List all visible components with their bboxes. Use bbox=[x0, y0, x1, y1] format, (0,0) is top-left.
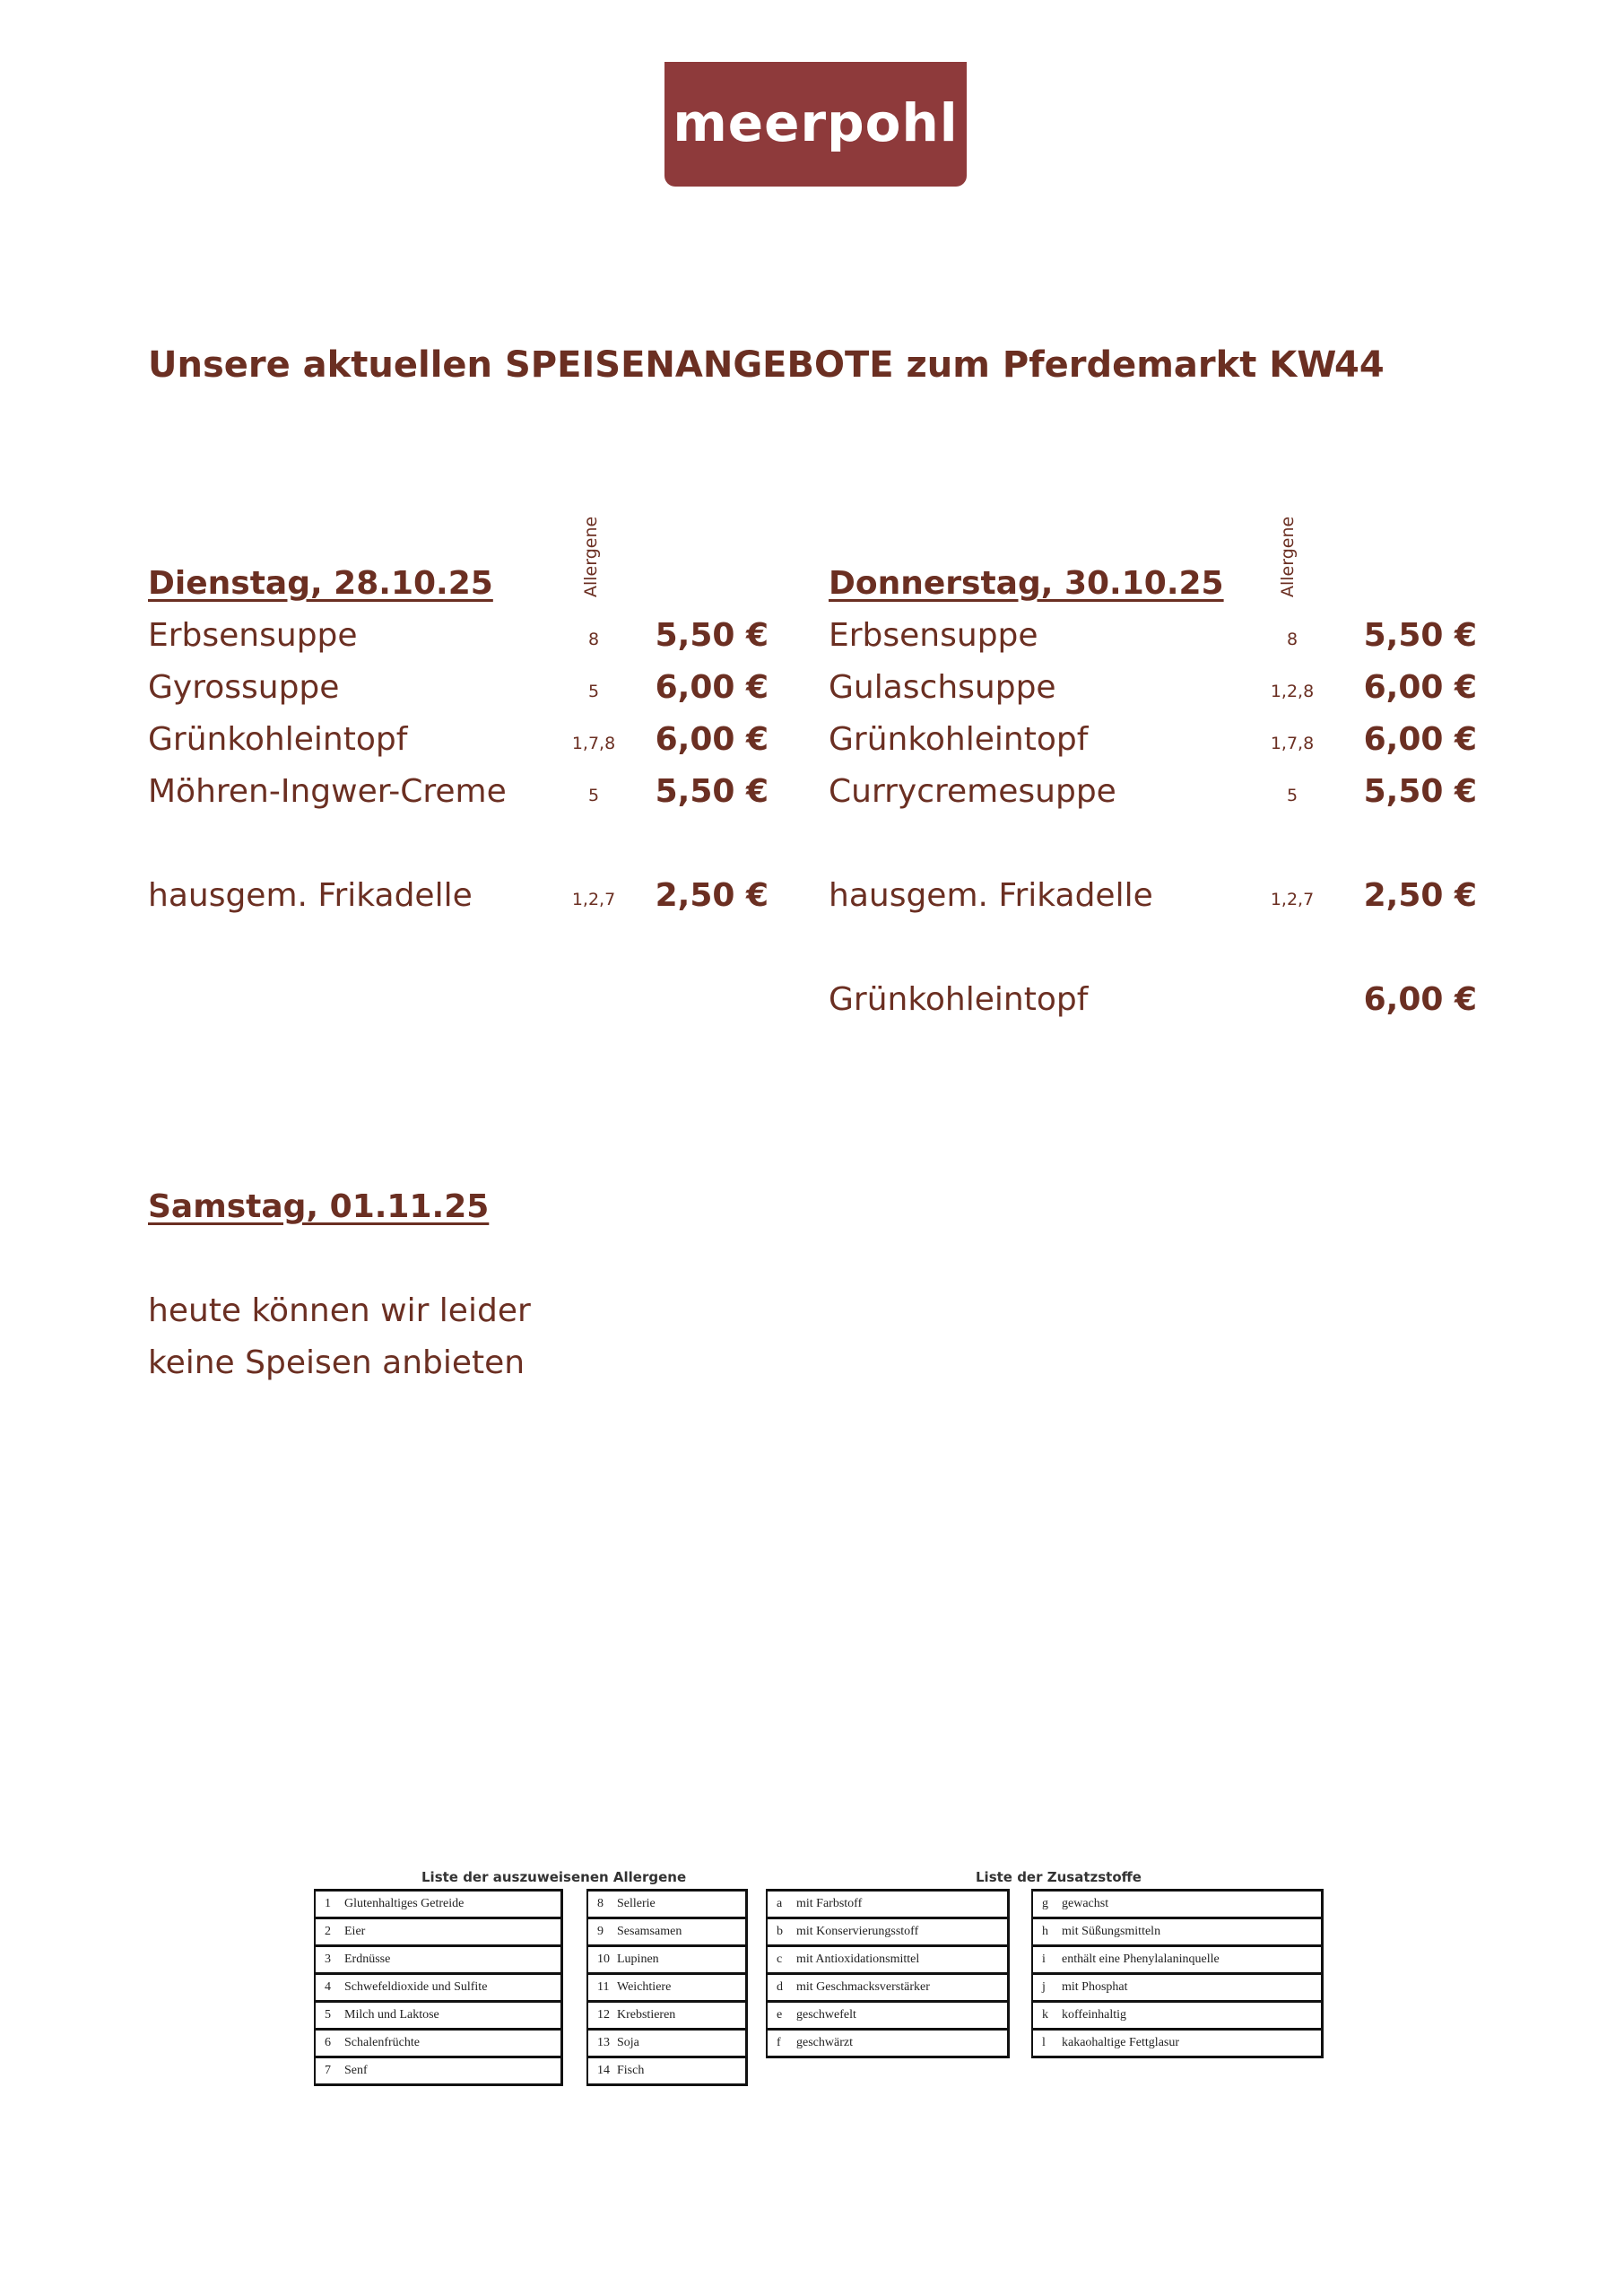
legend-key: 8 bbox=[597, 1897, 604, 1910]
legend-row bbox=[767, 1918, 1009, 1946]
legend-key: 11 bbox=[597, 1980, 610, 1994]
additives-legend-table-1 bbox=[766, 1889, 1010, 2058]
legend-value: Erdnüsse bbox=[344, 1952, 391, 1966]
item-allergens: 1,2,7 bbox=[1270, 890, 1315, 909]
legend-value: Glutenhaltiges Getreide bbox=[344, 1897, 465, 1910]
legend-key: 1 bbox=[325, 1897, 331, 1910]
item-allergens: 5 bbox=[1286, 786, 1298, 805]
legend-value: Weichtiere bbox=[617, 1980, 672, 1994]
page-title: Unsere aktuellen SPEISENANGEBOTE zum Pferdemarkt KW bbox=[148, 344, 1337, 386]
legend-key: 13 bbox=[597, 2036, 610, 2049]
legend-key: 9 bbox=[597, 1925, 604, 1938]
legend-value: koffeinhaltig bbox=[1062, 2008, 1127, 2022]
meerpohl-logo bbox=[664, 62, 967, 187]
legend-value: Senf bbox=[344, 2064, 368, 2077]
legend-row bbox=[1032, 1974, 1323, 2002]
legend-key: 7 bbox=[325, 2064, 331, 2077]
legend-value: geschwefelt bbox=[796, 2008, 856, 2022]
legend-key: 4 bbox=[325, 1980, 331, 1994]
legend-row bbox=[587, 1946, 747, 1974]
item-allergens: 8 bbox=[587, 630, 600, 649]
legend-key: 2 bbox=[325, 1925, 331, 1938]
closed-note-line: keine Speisen anbieten bbox=[148, 1344, 525, 1381]
item-allergens: 8 bbox=[1286, 630, 1298, 649]
item-name: Currycremesuppe bbox=[829, 773, 1116, 810]
legend-row bbox=[767, 1946, 1009, 1974]
day-heading-tuesday: Dienstag, 28.10.25 bbox=[148, 565, 493, 602]
legend-value: Milch und Laktose bbox=[344, 2008, 439, 2022]
legend-row bbox=[767, 2002, 1009, 2030]
logo-text: meerpohl bbox=[673, 91, 959, 153]
legend-key: 12 bbox=[597, 2008, 610, 2022]
legend-key: f bbox=[777, 2036, 781, 2049]
legend-row bbox=[315, 1946, 562, 1974]
legend-row bbox=[315, 1891, 562, 1918]
item-name: Möhren-Ingwer-Creme bbox=[148, 773, 507, 810]
legend-row bbox=[1032, 1891, 1323, 1918]
item-price: 5,50 € bbox=[655, 617, 769, 654]
legend-row bbox=[315, 2030, 562, 2057]
legend-row bbox=[1032, 1946, 1323, 1974]
legend-key: e bbox=[777, 2008, 783, 2022]
item-name: Grünkohleintopf bbox=[829, 981, 1089, 1018]
item-price: 6,00 € bbox=[655, 721, 769, 758]
legend-row bbox=[315, 2057, 562, 2085]
legend-key: j bbox=[1042, 1980, 1046, 1994]
legend-value: Krebstieren bbox=[617, 2008, 676, 2022]
legend-key: h bbox=[1042, 1925, 1048, 1938]
legend-row bbox=[767, 1891, 1009, 1918]
legend-row bbox=[767, 1974, 1009, 2002]
legend-row bbox=[587, 1891, 747, 1918]
allergen-legend-table-2 bbox=[586, 1889, 748, 2086]
legend-key: 3 bbox=[325, 1952, 331, 1966]
allergen-column-header: Allergene bbox=[1278, 516, 1298, 597]
legend-value: Soja bbox=[617, 2036, 639, 2049]
legend-key: d bbox=[777, 1980, 783, 1994]
legend-row bbox=[587, 2057, 747, 2085]
legend-row bbox=[587, 2002, 747, 2030]
legend-value: gewachst bbox=[1062, 1897, 1109, 1910]
day-heading-saturday: Samstag, 01.11.25 bbox=[148, 1188, 490, 1225]
item-price: 6,00 € bbox=[655, 669, 769, 706]
item-price: 6,00 € bbox=[1363, 981, 1477, 1018]
legend-value: Schalenfrüchte bbox=[344, 2036, 420, 2049]
item-name: Grünkohleintopf bbox=[829, 721, 1089, 758]
allergen-legend-table-1 bbox=[314, 1889, 563, 2086]
item-price: 2,50 € bbox=[1363, 877, 1477, 914]
legend-value: Eier bbox=[344, 1925, 366, 1938]
item-name: Erbsensuppe bbox=[829, 617, 1038, 654]
legend-row bbox=[767, 2030, 1009, 2057]
item-allergens: 1,2,7 bbox=[571, 890, 616, 909]
legend-row bbox=[1032, 1918, 1323, 1946]
item-name: Erbsensuppe bbox=[148, 617, 358, 654]
legend-value: geschwärzt bbox=[796, 2036, 853, 2049]
legend-value: Lupinen bbox=[617, 1952, 659, 1966]
legend-value: enthält eine Phenylalaninquelle bbox=[1062, 1952, 1220, 1966]
item-allergens: 1,7,8 bbox=[571, 734, 616, 753]
legend-key: b bbox=[777, 1925, 783, 1938]
item-name: hausgem. Frikadelle bbox=[148, 877, 473, 914]
item-allergens: 1,2,8 bbox=[1270, 682, 1315, 701]
legend-row bbox=[315, 1918, 562, 1946]
day-heading-thursday: Donnerstag, 30.10.25 bbox=[829, 565, 1224, 602]
item-name: hausgem. Frikadelle bbox=[829, 877, 1153, 914]
legend-value: Schwefeldioxide und Sulfite bbox=[344, 1980, 488, 1994]
legend-value: Fisch bbox=[617, 2064, 645, 2077]
legend-value: mit Geschmacksverstärker bbox=[796, 1980, 930, 1994]
legend-key: k bbox=[1042, 2008, 1048, 2022]
legend-key: g bbox=[1042, 1897, 1048, 1910]
legend-row bbox=[315, 1974, 562, 2002]
legend-key: c bbox=[777, 1952, 783, 1966]
legend-key: i bbox=[1042, 1952, 1046, 1966]
legend-row bbox=[1032, 2002, 1323, 2030]
legend-value: mit Süßungsmitteln bbox=[1062, 1925, 1161, 1938]
legend-row bbox=[587, 1918, 747, 1946]
additives-legend-table-2 bbox=[1031, 1889, 1324, 2058]
item-price: 6,00 € bbox=[1363, 721, 1477, 758]
week-number: 44 bbox=[1334, 344, 1385, 386]
item-allergens: 5 bbox=[587, 682, 600, 701]
item-price: 5,50 € bbox=[1363, 617, 1477, 654]
item-price: 6,00 € bbox=[1363, 669, 1477, 706]
legend-value: mit Farbstoff bbox=[796, 1897, 863, 1910]
legend-key: 6 bbox=[325, 2036, 331, 2049]
legend-key: 14 bbox=[597, 2064, 610, 2077]
legend-row bbox=[315, 2002, 562, 2030]
item-allergens: 1,7,8 bbox=[1270, 734, 1315, 753]
legend-value: Sesamsamen bbox=[617, 1925, 682, 1938]
allergen-legend-title: Liste der auszuweisenen Allergene bbox=[421, 1869, 687, 1885]
legend-key: a bbox=[777, 1897, 783, 1910]
item-name: Grünkohleintopf bbox=[148, 721, 408, 758]
closed-note-line: heute können wir leider bbox=[148, 1292, 531, 1329]
legend-row bbox=[587, 2030, 747, 2057]
legend-value: kakaohaltige Fettglasur bbox=[1062, 2036, 1180, 2049]
legend-row bbox=[1032, 2030, 1323, 2057]
legend-value: mit Konservierungsstoff bbox=[796, 1925, 919, 1938]
item-price: 2,50 € bbox=[655, 877, 769, 914]
legend-value: mit Phosphat bbox=[1062, 1980, 1128, 1994]
item-name: Gulaschsuppe bbox=[829, 669, 1056, 706]
allergen-column-header: Allergene bbox=[581, 516, 601, 597]
additives-legend-title: Liste der Zusatzstoffe bbox=[976, 1869, 1142, 1885]
legend-value: mit Antioxidationsmittel bbox=[796, 1952, 920, 1966]
legend-row bbox=[587, 1974, 747, 2002]
legend-key: l bbox=[1042, 2036, 1046, 2049]
item-name: Gyrossuppe bbox=[148, 669, 340, 706]
item-price: 5,50 € bbox=[1363, 773, 1477, 810]
legend-value: Sellerie bbox=[617, 1897, 656, 1910]
item-price: 5,50 € bbox=[655, 773, 769, 810]
legend-key: 10 bbox=[597, 1952, 610, 1966]
legend-key: 5 bbox=[325, 2008, 331, 2022]
item-allergens: 5 bbox=[587, 786, 600, 805]
